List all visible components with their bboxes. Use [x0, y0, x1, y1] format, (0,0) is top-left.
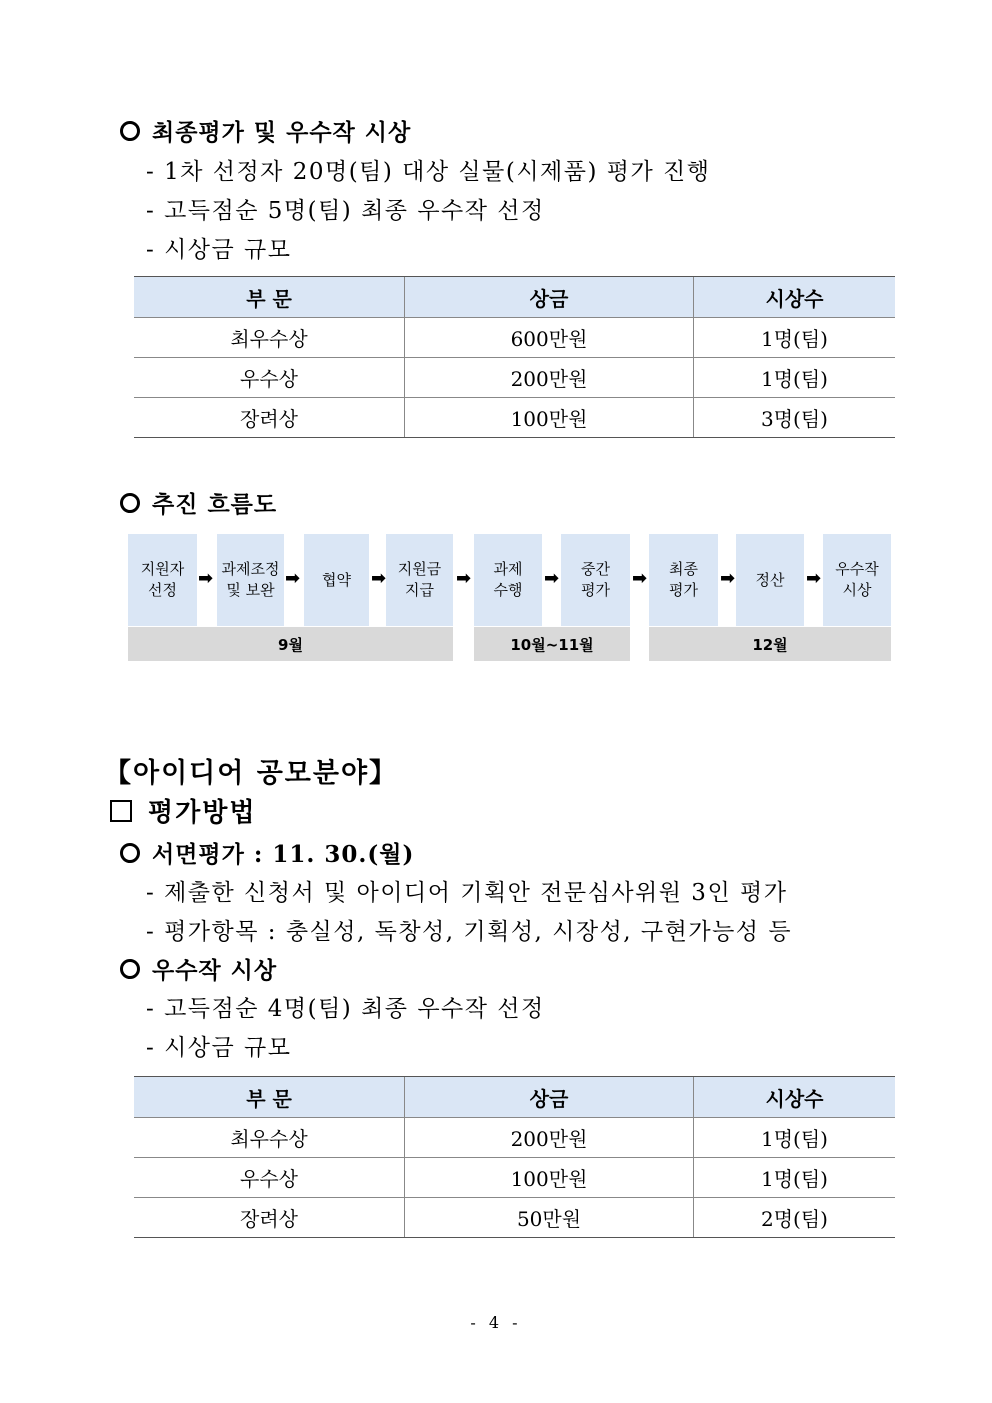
table-cell: 3명(팀) — [694, 398, 896, 438]
table-cell: 최우수상 — [134, 1118, 405, 1158]
flow-step: 과제조정 및 보완 — [217, 534, 284, 626]
table-cell: 50만원 — [405, 1198, 694, 1238]
table-cell: 1명(팀) — [694, 358, 896, 398]
prize-table-1 — [134, 276, 895, 438]
heading-text: 서면평가 : 11. 30.(월) — [152, 841, 415, 868]
table-cell: 장려상 — [134, 398, 405, 438]
hollow-circle-bullet-icon — [120, 959, 140, 979]
table-cell: 우수상 — [134, 358, 405, 398]
flow-step: 과제 수행 — [474, 534, 542, 626]
month-bar: 12월 — [649, 627, 891, 661]
table-cell: 장려상 — [134, 1198, 405, 1238]
column-header: 부 문 — [134, 277, 405, 318]
table-header-row — [134, 1077, 895, 1118]
hollow-circle-bullet-icon — [120, 493, 140, 513]
table-header-row — [134, 277, 895, 318]
table-cell: 100만원 — [405, 1158, 694, 1198]
arrow-right-icon: ➡ — [456, 568, 472, 589]
section-heading-final-evaluation — [120, 114, 411, 147]
bullet-item: - 시상금 규모 — [146, 237, 292, 263]
table-row — [134, 1118, 895, 1158]
bullet-item: - 1차 선정자 20명(팀) 대상 실물(시제품) 평가 진행 — [146, 159, 711, 185]
month-bar: 10월~11월 — [474, 627, 630, 661]
subsection-title-evaluation-method — [110, 792, 256, 829]
subtitle-text: 평가방법 — [148, 798, 257, 828]
flow-step: 우수작 시상 — [823, 534, 891, 626]
column-header: 상금 — [405, 1077, 694, 1118]
arrow-right-icon: ➡ — [806, 568, 822, 589]
prize-table-2 — [134, 1076, 895, 1238]
hollow-square-bullet-icon — [110, 800, 132, 822]
arrow-right-icon: ➡ — [544, 568, 560, 589]
section-heading-document-evaluation — [120, 836, 414, 869]
arrow-right-icon: ➡ — [371, 568, 387, 589]
table-row — [134, 318, 895, 358]
table-cell: 2명(팀) — [694, 1198, 896, 1238]
table-row — [134, 1198, 895, 1238]
bullet-item: - 고득점순 5명(팀) 최종 우수작 선정 — [146, 198, 545, 224]
column-header: 부 문 — [134, 1077, 405, 1118]
bullet-item: - 고득점순 4명(팀) 최종 우수작 선정 — [146, 996, 545, 1022]
table-cell: 200만원 — [405, 358, 694, 398]
table-cell: 1명(팀) — [694, 1158, 896, 1198]
column-header: 시상수 — [694, 277, 896, 318]
month-bar: 9월 — [128, 627, 453, 661]
table-cell: 우수상 — [134, 1158, 405, 1198]
hollow-circle-bullet-icon — [120, 843, 140, 863]
flow-step: 최종 평가 — [649, 534, 718, 626]
arrow-right-icon: ➡ — [285, 568, 301, 589]
table-cell: 200만원 — [405, 1118, 694, 1158]
flow-step: 지원자 선정 — [128, 534, 197, 626]
table-cell: 100만원 — [405, 398, 694, 438]
table-cell: 600만원 — [405, 318, 694, 358]
arrow-right-icon: ➡ — [720, 568, 736, 589]
table-cell: 최우수상 — [134, 318, 405, 358]
table-row — [134, 1158, 895, 1198]
table-cell: 1명(팀) — [694, 318, 896, 358]
table-row — [134, 358, 895, 398]
arrow-right-icon: ➡ — [198, 568, 214, 589]
arrow-right-icon: ➡ — [632, 568, 648, 589]
section-title-idea-contest: 【아이디어 공모분야】 — [104, 758, 399, 789]
flow-step: 지원금 지급 — [386, 534, 453, 626]
flow-step: 정산 — [736, 534, 804, 626]
flow-step: 협약 — [304, 534, 369, 626]
section-heading-flow — [120, 486, 277, 519]
heading-text: 최종평가 및 우수작 시상 — [152, 119, 412, 146]
flow-step: 중간 평가 — [561, 534, 630, 626]
page-number: - 4 - — [470, 1313, 522, 1332]
column-header: 시상수 — [694, 1077, 896, 1118]
heading-text: 추진 흐름도 — [152, 491, 278, 518]
column-header: 상금 — [405, 277, 694, 318]
bullet-item: - 평가항목 : 충실성, 독창성, 기획성, 시장성, 구현가능성 등 — [146, 919, 793, 945]
heading-text: 우수작 시상 — [152, 957, 278, 984]
bullet-item: - 제출한 신청서 및 아이디어 기획안 전문심사위원 3인 평가 — [146, 880, 788, 906]
hollow-circle-bullet-icon — [120, 121, 140, 141]
bullet-item: - 시상금 규모 — [146, 1035, 292, 1061]
section-heading-award — [120, 952, 277, 985]
table-row — [134, 398, 895, 438]
table-cell: 1명(팀) — [694, 1118, 896, 1158]
